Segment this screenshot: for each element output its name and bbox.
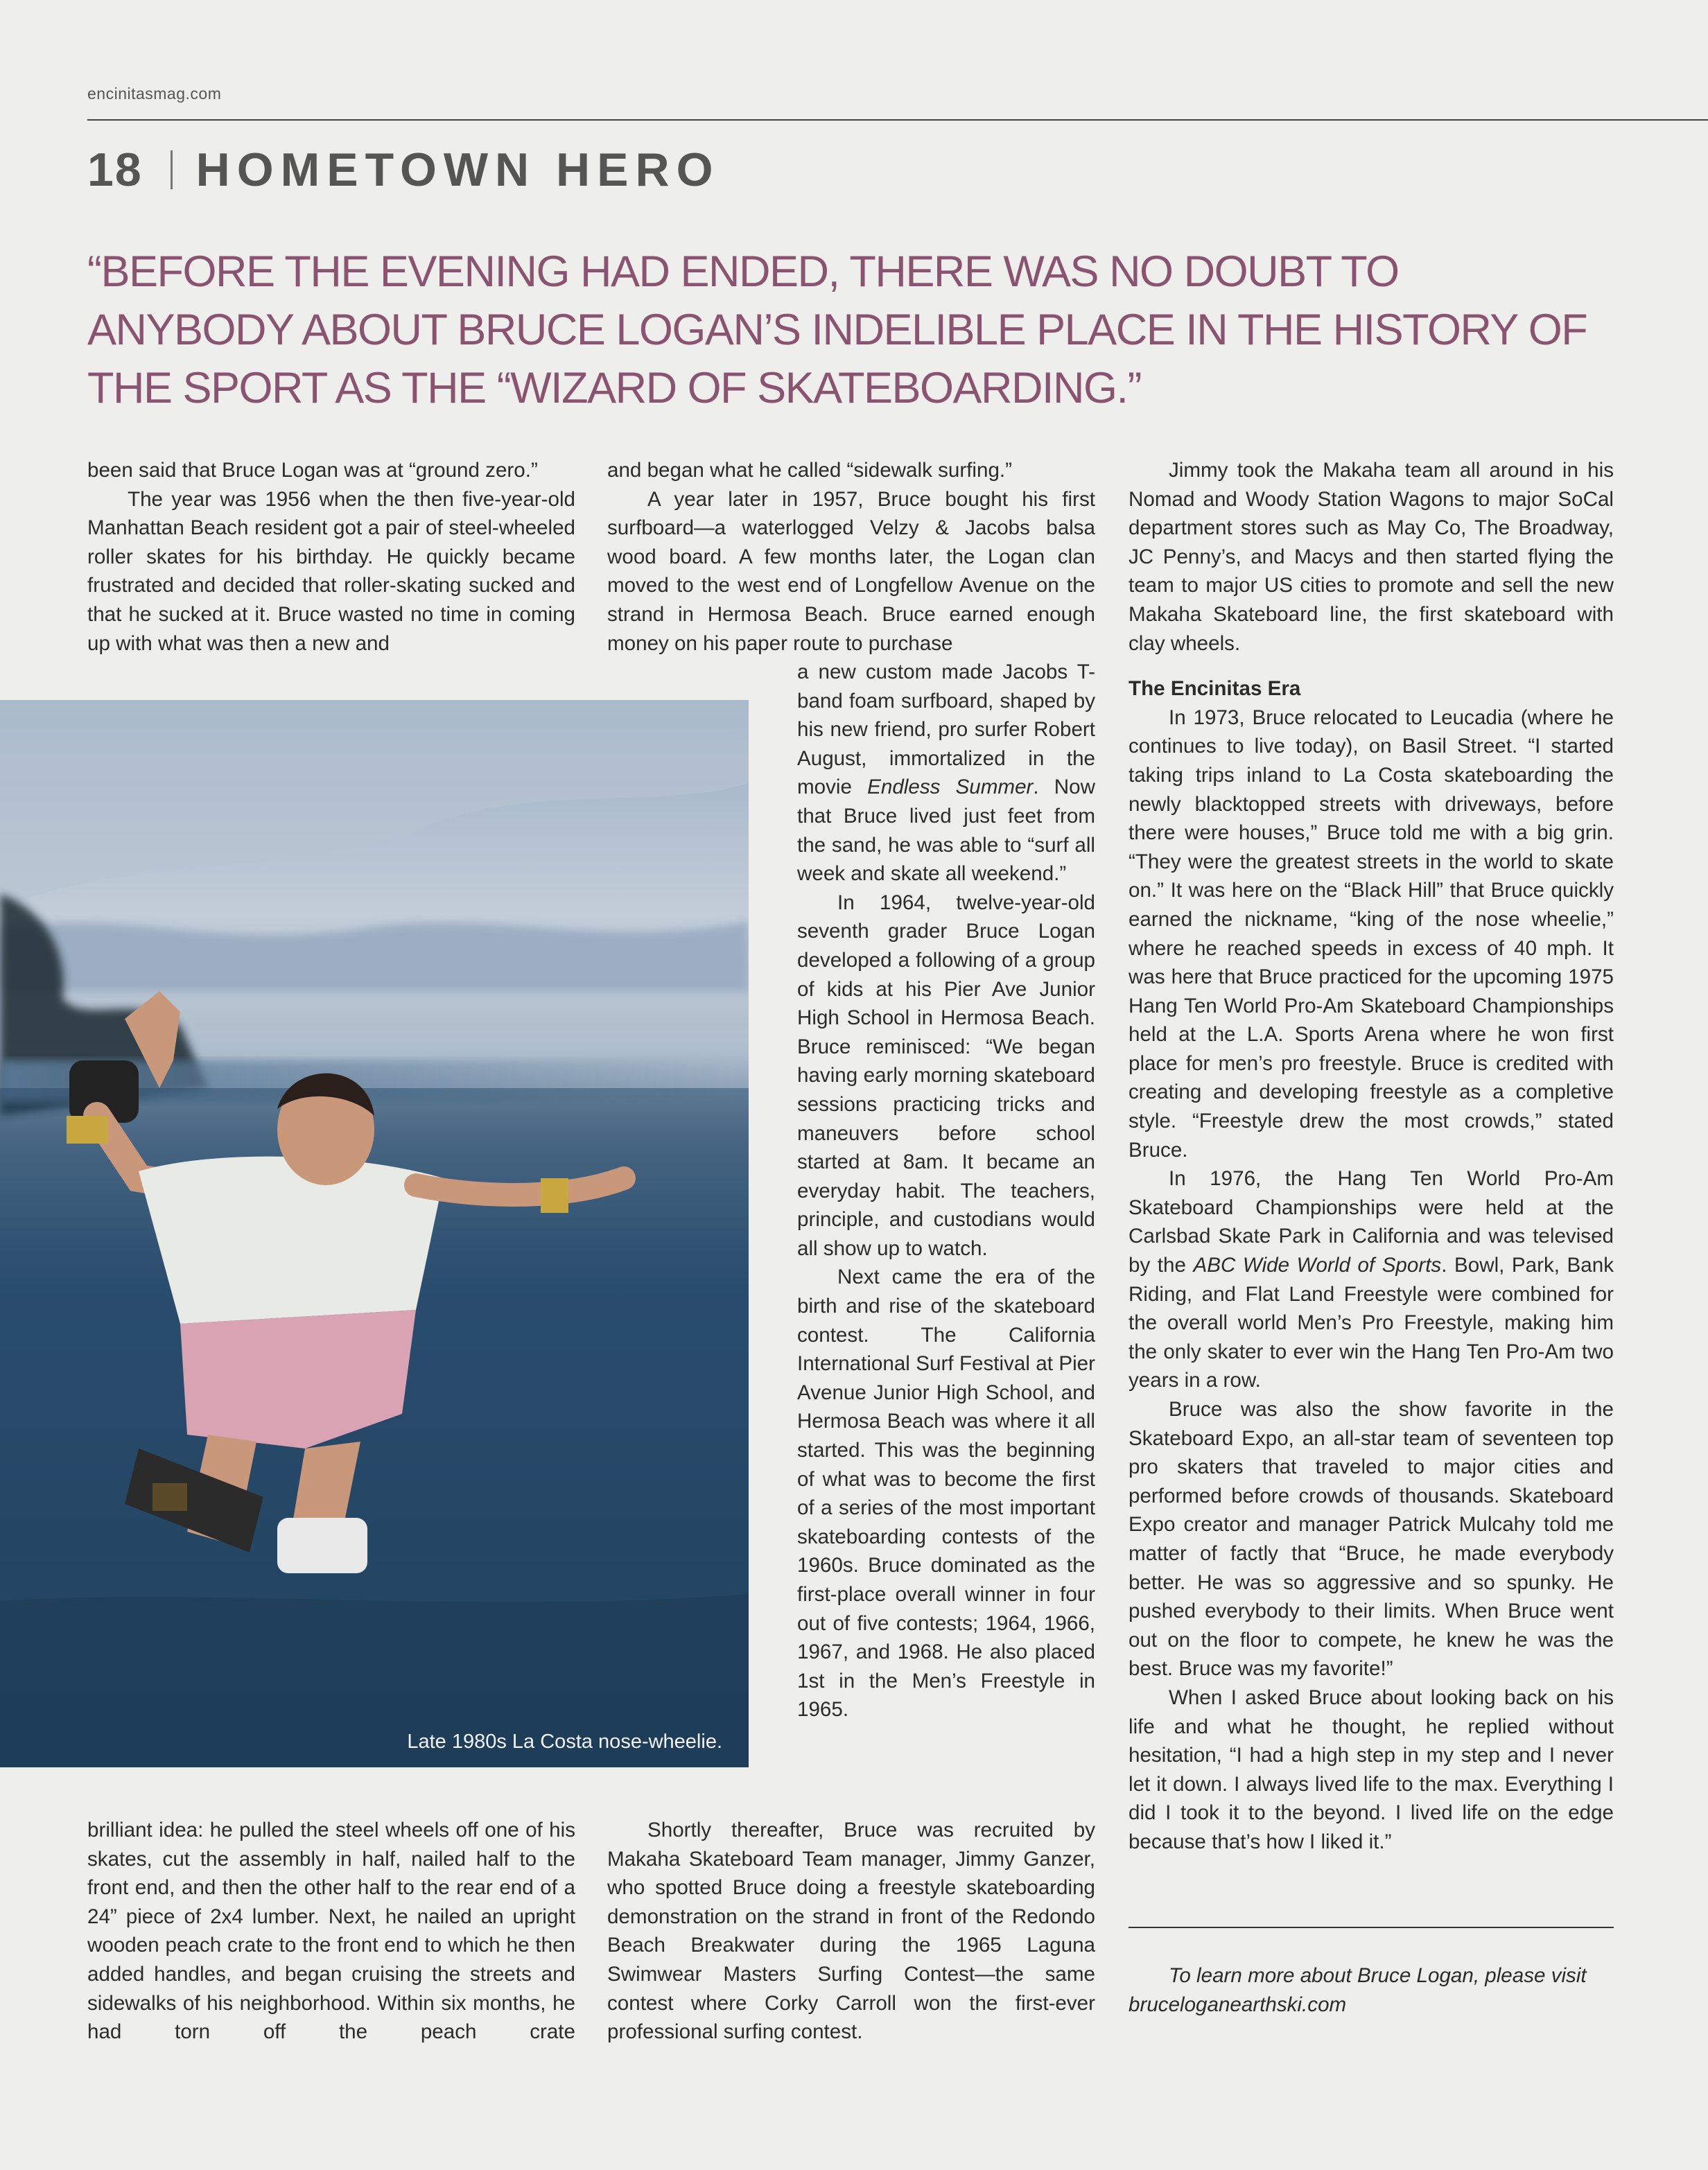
paragraph: been said that Bruce Logan was at “ground zero.”: [87, 459, 538, 482]
column-2-narrow: [797, 658, 1095, 1724]
paragraph: Shortly thereafter, Bruce was recruited by Makaha Skateboard Team manager, Jimmy Ganzer, who spotted Bruce doing a freestyle skateboarding demonstration on the strand in front of the Redondo Beach Breakwater during the 1965 Laguna Swimwear Masters Surfing Contest—the same contest where Corky Carroll won the first-ever professional surfing contest.: [607, 1819, 1095, 2044]
column-2-bottom: [607, 1816, 1095, 2047]
text-run: . Now that Bruce lived just feet from the sand, he was able to “surf all week and skate all weekend.”: [797, 776, 1095, 886]
text-run: . Bowl, Park, Bank Riding, and Flat Land Freestyle were combined for the overall world Men’s Pro Freestyle, making him the only skater to ever win the Hang Ten Pro-Am two years in a row.: [1128, 1254, 1614, 1392]
paragraph: The year was 1956 when the then five-year-old Manhattan Beach resident got a pair of steel-wheeled roller skates for his birthday. He quickly became frustrated and decided that roller-skating sucked and that he sucked at it. Bruce wasted no time in coming up with what was then a new and: [87, 487, 575, 655]
paragraph: [1128, 1164, 1614, 1395]
text-run: a new custom made Jacobs T-band foam surfboard, shaped by his new friend, pro surfer Robert August, immortalized in the movie: [797, 660, 1095, 799]
spacer: [1128, 658, 1614, 674]
column-1-bottom: [87, 1816, 575, 2047]
paragraph: In 1964, twelve-year-old seventh grader Bruce Logan developed a following of a group of kids at his Pier Ave Junior High School in Hermosa Beach. Bruce reminisced: “We began having early morning skateboard sessions practicing tricks and maneuvers before school started at 8am. It became an everyday habit. The teachers, principle, and custodians would all show up to watch.: [797, 891, 1095, 1260]
pull-quote: “BEFORE THE EVENING HAD ENDED, THERE WAS NO DOUBT TO ANYBODY ABOUT BRUCE LOGAN’S INDELIBLE PLACE IN THE HISTORY OF THE SPORT AS THE “WIZARD OF SKATEBOARDING.”: [87, 247, 1587, 412]
show-title: ABC Wide World of Sports: [1193, 1254, 1442, 1277]
text-run: In 1976, the Hang Ten World Pro-Am Skateboard Championships were held at the Carlsbad Skate Park in California and was televised by the: [1128, 1167, 1614, 1277]
paragraph: Bruce was also the show favorite in the Skateboard Expo, an all-star team of seventeen top pro skaters that traveled to major cities and performed before crowds of thousands. Skateboard Expo creator and manager Patrick Mulcahy told me matter of factly that “Bruce, he made everybody better. He was so aggressive and so spunky. He pushed everybody to their limits. When Bruce went out on the floor to compete, he knew he was the best. Bruce was my favorite!”: [1128, 1398, 1614, 1681]
movie-title: Endless Summer: [867, 776, 1034, 799]
section-title: HOMETOWN HERO: [195, 143, 720, 196]
header-rule: [87, 119, 1708, 121]
column-1-top: [87, 456, 575, 658]
paragraph: brilliant idea: he pulled the steel wheels off one of his skates, cut the assembly in half, nailed half to the front end, and then the other half to the rear end of a 24” piece of 2x4 lumber. Next, he nailed an upright wooden peach crate to the front end to which he then added handles, and began cruising the streets and sidewalks of his neighborhood. Within six months, he had torn off the peach crate: [87, 1819, 575, 2044]
subheading: The Encinitas Era: [1128, 677, 1301, 701]
section-divider: [171, 150, 173, 189]
paragraph: In 1973, Bruce relocated to Leucadia (where he continues to live today), on Basil Street. “I started taking trips inland to La Costa skateboarding the newly blacktopped streets with driveways, before there were houses,” Bruce told me with a big grin. “They were the greatest streets in the world to skate on.” It was here on the “Black Hill” that Bruce quickly earned the nickname, “king of the nose wheelie,” where he reached speeds in excess of 40 mph. It was here that Bruce practiced for the upcoming 1975 Hang Ten World Pro-Am Skateboard Championships held at the L.A. Sports Arena where he won first place for men’s pro freestyle. Bruce is credited with creating and developing freestyle as a completive style. “Freestyle drew the most crowds,” stated Bruce.: [1128, 706, 1614, 1162]
paragraph: Next came the era of the birth and rise of the skateboard contest. The California International Surf Festival at Pier Avenue Junior High School, and Hermosa Beach was where it all started. This was the beginning of what was to become the first of a series of the most important skateboarding contests of the 1960s. Bruce dominated as the first-place overall winner in four out of five contests; 1964, 1966, 1967, and 1968. He also placed 1st in the Men’s Freestyle in 1965.: [797, 1266, 1095, 1722]
footer-line: To learn more about Bruce Logan, please visit: [1169, 1964, 1587, 1987]
page-number: 18: [87, 143, 143, 196]
paragraph: When I asked Bruce about looking back on his life and what he thought, he replied without hesitation, “I had a high step in my step and I never let it down. I always lived life to the max. Everything I did I took it to the beyond. I lived life on the edge because that’s how I liked it.”: [1128, 1686, 1614, 1853]
paragraph: [797, 658, 1095, 889]
footer-link[interactable]: bruceloganearthski.com: [1128, 1993, 1347, 2016]
section-header: [87, 143, 720, 197]
photo-caption: Late 1980s La Costa nose-wheelie.: [407, 1731, 722, 1753]
column-2-top: [607, 456, 1095, 658]
footer-note: [1128, 1961, 1628, 2019]
paragraph: and began what he called “sidewalk surfing.”: [607, 459, 1012, 482]
photo-illustration: [0, 700, 749, 1767]
paragraph: A year later in 1957, Bruce bought his first surfboard—a waterlogged Velzy & Jacobs balsa wood board. A few months later, the Logan clan moved to the west end of Longfellow Avenue on the strand in Hermosa Beach. Bruce earned enough money on his paper route to purchase: [607, 487, 1095, 655]
skateboarder-photo: [0, 700, 749, 1767]
site-url: encinitasmag.com: [87, 85, 222, 103]
column-3: [1128, 456, 1614, 1857]
footer-rule: [1128, 1927, 1614, 1928]
paragraph: Jimmy took the Makaha team all around in his Nomad and Woody Station Wagons to major SoCal department stores such as May Co, The Broadway, JC Penny’s, and Macys and then started flying the team to major US cities to promote and sell the new Makaha Skateboard line, the first skateboard with clay wheels.: [1128, 459, 1614, 655]
